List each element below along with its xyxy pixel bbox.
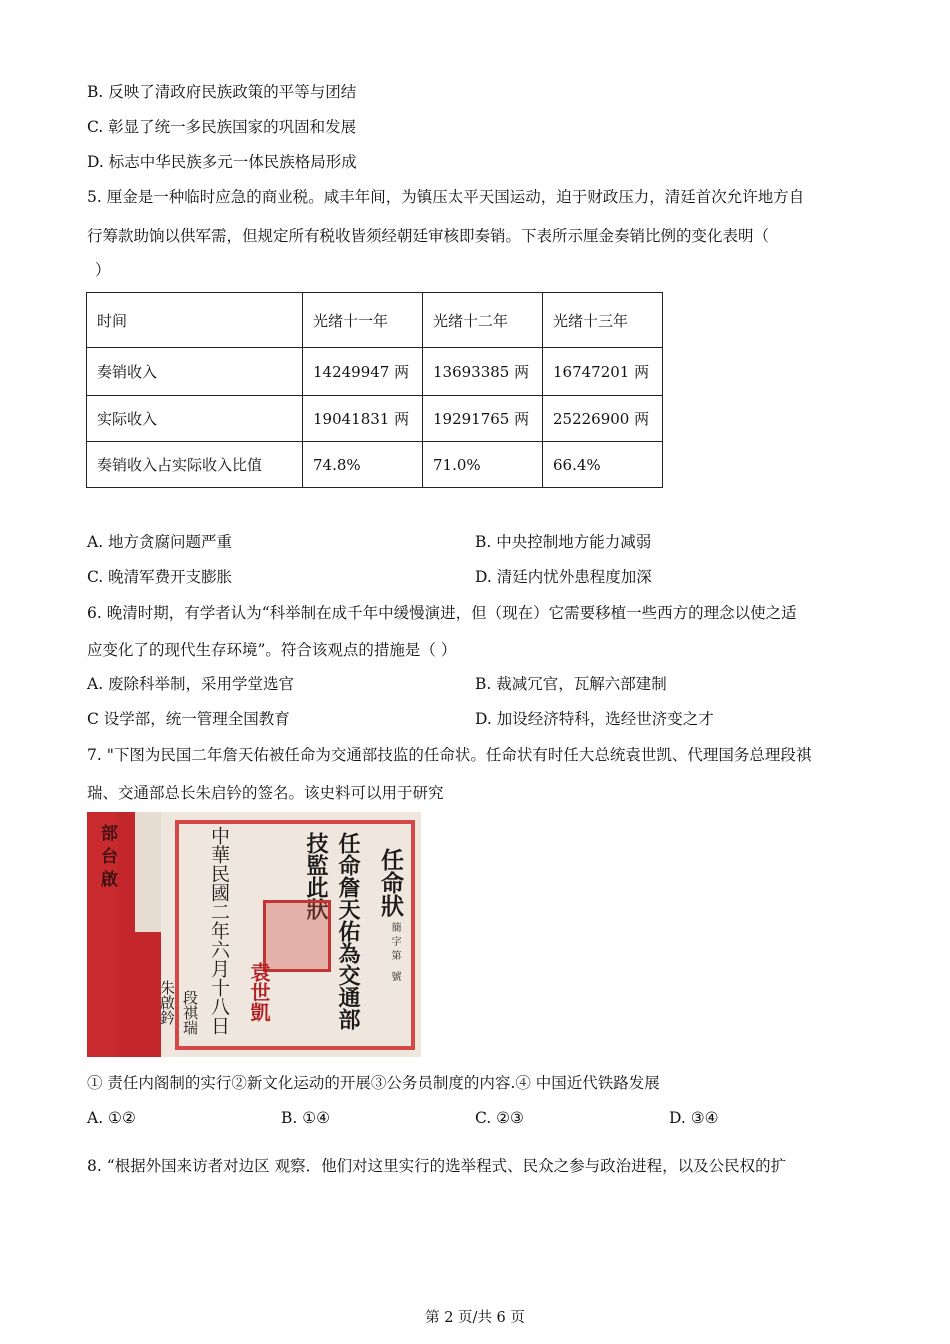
table-cell: 19291765 两 [423, 396, 543, 442]
table-row [87, 348, 663, 396]
q6-option-a: A. 废除科举制，采用学堂选官 [87, 675, 295, 693]
signature-zhu: 朱啟鈐 [158, 980, 176, 1025]
q8-stem-line-1: 8. “根据外国来访者对边区 观察．他们对这里实行的选举程式、民众之参与政治进程，以及公民权的扩 [87, 1157, 787, 1175]
q7-statements: ① 责任内阁制的实行②新文化运动的开展③公务员制度的内容.④ 中国近代铁路发展 [87, 1074, 660, 1092]
q6-option-d: D. 加设经济特科，选经世济变之才 [475, 710, 714, 728]
q6-stem-line-1: 6. 晚清时期，有学者认为“科举制在成千年中缓慢演进，但（现在）它需要移植一些西方的理念以使之适 [87, 604, 797, 622]
q7-stem-line-1: 7. "下图为民国二年詹天佑被任命为交通部技监的任命状。任命状有时任大总统袁世凯、代理国务总理段祺 [87, 746, 812, 764]
table-cell: 实际收入 [87, 396, 303, 442]
table-cell: 19041831 两 [303, 396, 423, 442]
table-row [87, 396, 663, 442]
certificate-date: 中華民國二年六月十八日 [208, 826, 230, 1035]
q5-stem-line-3: ） [95, 261, 111, 279]
q7-option-a: A. ①② [87, 1109, 136, 1127]
table-header-cell: 光绪十一年 [303, 293, 423, 348]
q6-option-c: C 设学部，统一管理全国教育 [87, 710, 290, 728]
signature-duan: 段祺瑞 [181, 990, 199, 1035]
table-cell: 25226900 两 [543, 396, 663, 442]
q4-option-b: B. 反映了清政府民族政策的平等与团结 [87, 83, 357, 101]
q7-stem-line-2: 瑞、交通部总长朱启钤的签名。该史料可以用于研究 [87, 784, 444, 802]
certificate-main-text: 任命詹天佑為交通部 [335, 832, 361, 1030]
q4-option-d: D. 标志中华民族多元一体民族格局形成 [87, 153, 357, 171]
q7-option-c: C. ②③ [475, 1109, 524, 1127]
q4-option-c: C. 彰显了统一多民族国家的巩固和发展 [87, 118, 357, 136]
q7-option-b: B. ①④ [281, 1109, 331, 1127]
table-cell: 16747201 两 [543, 348, 663, 396]
left-red-text: 部 台 啟 [97, 824, 117, 887]
table-cell: 71.0% [423, 442, 543, 488]
certificate-main-text-2: 技監此狀 [303, 832, 329, 920]
q7-option-d: D. ③④ [669, 1109, 719, 1127]
q5-stem-line-1: 5. 厘金是一种临时应急的商业税。咸丰年间，为镇压太平天国运动，迫于财政压力，清廷首次允许地方自 [87, 188, 805, 206]
table-cell: 奏销收入占实际收入比值 [87, 442, 303, 488]
table-cell: 14249947 两 [303, 348, 423, 396]
certificate-title: 任命狀 [377, 848, 404, 917]
q5-option-b: B. 中央控制地方能力减弱 [475, 533, 652, 551]
signature-yuan: 袁世凱 [247, 962, 271, 1022]
table-header-cell: 光绪十三年 [543, 293, 663, 348]
likin-table [86, 292, 663, 488]
table-cell: 74.8% [303, 442, 423, 488]
q6-stem-line-2: 应变化了的现代生存环境”。符合该观点的措施是（ ） [87, 641, 457, 659]
q5-option-d: D. 清廷内忧外患程度加深 [475, 568, 652, 586]
table-cell: 13693385 两 [423, 348, 543, 396]
q5-option-a: A. 地方贪腐问题严重 [87, 533, 233, 551]
q6-option-b: B. 裁减冗官，瓦解六部建制 [475, 675, 667, 693]
appointment-certificate-image [87, 812, 421, 1057]
certificate-number: 簡字第 號 [389, 922, 400, 986]
table-cell: 奏销收入 [87, 348, 303, 396]
table-header-cell: 光绪十二年 [423, 293, 543, 348]
table-header-row [87, 293, 663, 348]
q5-stem-line-2: 行筹款助饷以供军需，但规定所有税收皆须经朝廷审核即奏销。下表所示厘金奏销比例的变化表明（ [87, 227, 770, 245]
table-header-cell: 时间 [87, 293, 303, 348]
q5-option-c: C. 晚清军费开支膨胀 [87, 568, 233, 586]
page-footer: 第 2 页/共 6 页 [425, 1310, 525, 1326]
paper-flap [135, 812, 161, 932]
table-cell: 66.4% [543, 442, 663, 488]
table-row [87, 442, 663, 488]
